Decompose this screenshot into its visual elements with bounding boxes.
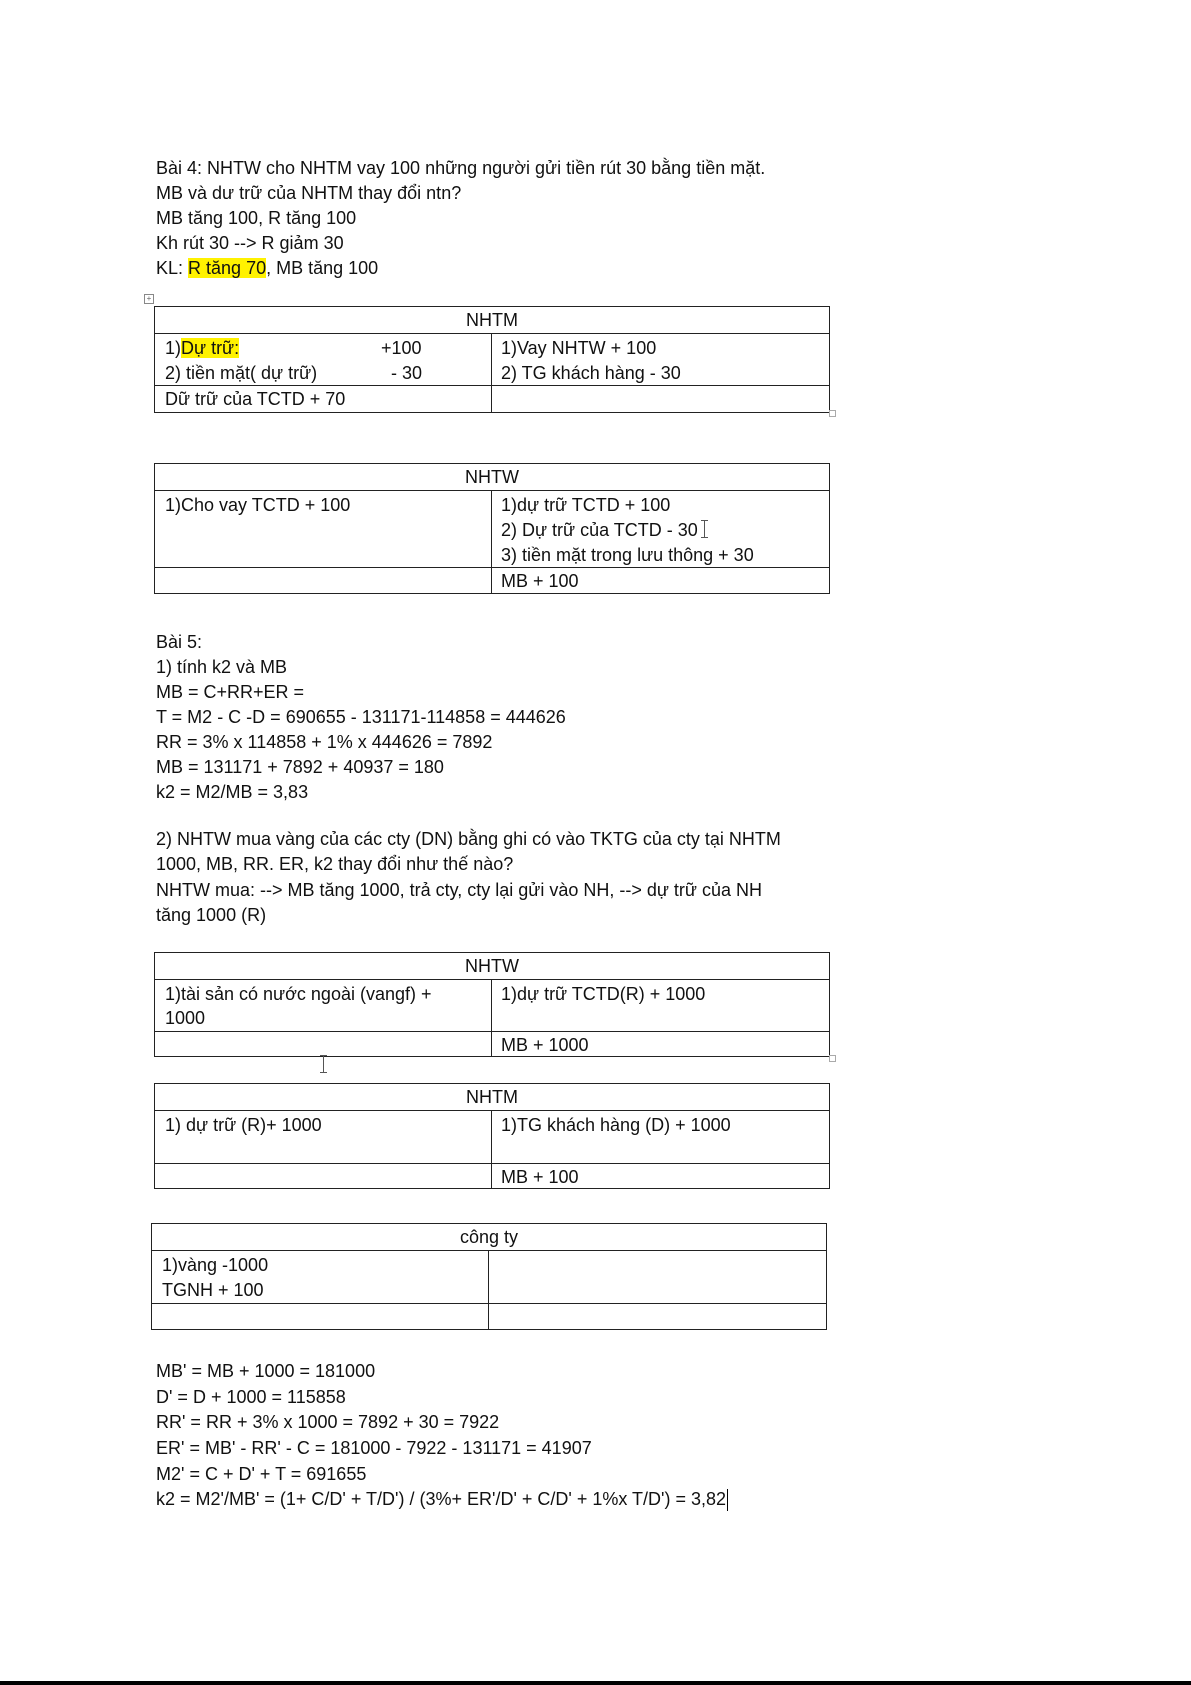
kl-highlight: R tăng 70 [188,258,267,278]
result-rr: RR' = RR + 3% x 1000 = 7892 + 30 = 7922 [156,1412,500,1432]
right-r1: 1)dự trữ TCTD(R) + 1000 [501,984,706,1004]
table-title: NHTM [155,1084,829,1111]
table-title: NHTW [155,953,829,980]
right-r1: 1)TG khách hàng (D) + 1000 [501,1115,731,1135]
bottom-right: MB + 1000 [501,1035,589,1055]
bai4-line1: Bài 4: NHTW cho NHTM vay 100 những người gửi tiền rút 30 bằng tiền mặt. [156,158,766,178]
table-title: NHTM [155,307,829,334]
right-r1: 1)Vay NHTW + 100 [501,338,657,358]
left-r1: 1)Dự trữ: [165,338,240,358]
result-mb: MB' = MB + 1000 = 181000 [156,1361,376,1381]
bai4-conclusion [156,257,378,279]
left-r1: 1)vàng -1000 [162,1255,269,1275]
bottom-left: Dữ trữ của TCTD + 70 [165,389,346,409]
table-nhtw-2 [154,952,830,1057]
text-cursor-icon [701,520,709,538]
bai5-p2-l4: tăng 1000 (R) [156,905,267,925]
left-r1a: 1)tài sản có nước ngoài (vangf) + [165,984,432,1004]
right-r1: 1)dự trữ TCTD + 100 [501,495,671,515]
bottom-right: MB + 100 [501,571,579,591]
table-resize-handle-icon[interactable] [829,410,836,417]
du-tru-highlight: Dự trữ: [181,338,240,358]
left-r2-value: - 30 [391,363,423,383]
table-title: NHTW [155,464,829,491]
table-title: công ty [152,1224,826,1251]
text-cursor-icon [320,1055,328,1073]
left-r1: 1)Cho vay TCTD + 100 [165,495,351,515]
table-resize-handle-icon[interactable] [829,1055,836,1062]
bai5-heading: Bài 5: [156,632,203,652]
bai4-line4: Kh rút 30 --> R giảm 30 [156,233,344,253]
text-caret [727,1489,728,1511]
bai5-p2-l1: 2) NHTW mua vàng của các cty (DN) bằng ghi có vào TKTG của cty tại NHTM [156,829,781,849]
result-m2: M2' = C + D' + T = 691655 [156,1464,367,1484]
bai5-p2-l2: 1000, MB, RR. ER, k2 thay đổi như thế nào? [156,854,514,874]
result-k2: k2 = M2'/MB' = (1+ C/D' + T/D') / (3%+ ER'/D' + C/D' + 1%x T/D') = 3,82 [156,1488,728,1511]
right-r2: 2) TG khách hàng - 30 [501,363,681,383]
bai5-l1: 1) tính k2 và MB [156,657,288,677]
bai5-l6: k2 = M2/MB = 3,83 [156,782,309,802]
table-move-handle-icon[interactable]: + [144,294,154,304]
kl-suffix: , MB tăng 100 [266,258,379,278]
table-nhtw-1 [154,463,830,594]
bai4-line2: MB và dư trữ của NHTM thay đổi ntn? [156,183,462,203]
table-nhtm-2 [154,1083,830,1189]
table-nhtm-1 [154,306,830,413]
bai5-l5: MB = 131171 + 7892 + 40937 = 180 [156,757,444,777]
right-r2: 2) Dự trữ của TCTD - 30 [501,520,698,540]
left-r2: 2) tiền mặt( dự trữ) [165,363,318,383]
kl-prefix: KL: [156,258,189,278]
right-r3: 3) tiền mặt trong lưu thông + 30 [501,545,754,565]
bottom-edge-bar [0,1681,1191,1685]
bai5-l2: MB = C+RR+ER = [156,682,305,702]
bai5-p2-l3: NHTW mua: --> MB tăng 1000, trả cty, cty lại gửi vào NH, --> dự trữ của NH [156,880,762,900]
bottom-right: MB + 100 [501,1167,579,1187]
table-cong-ty [151,1223,827,1330]
bai4-line3: MB tăng 100, R tăng 100 [156,208,357,228]
result-d: D' = D + 1000 = 115858 [156,1387,346,1407]
bai5-l4: RR = 3% x 114858 + 1% x 444626 = 7892 [156,732,493,752]
result-er: ER' = MB' - RR' - C = 181000 - 7922 - 131171 = 41907 [156,1438,592,1458]
left-r1-value: +100 [381,338,422,358]
bai5-l3: T = M2 - C -D = 690655 - 131171-114858 = 444626 [156,707,566,727]
left-r2: TGNH + 100 [162,1280,264,1300]
left-r1: 1) dự trữ (R)+ 1000 [165,1115,322,1135]
left-r1b: 1000 [165,1008,206,1028]
